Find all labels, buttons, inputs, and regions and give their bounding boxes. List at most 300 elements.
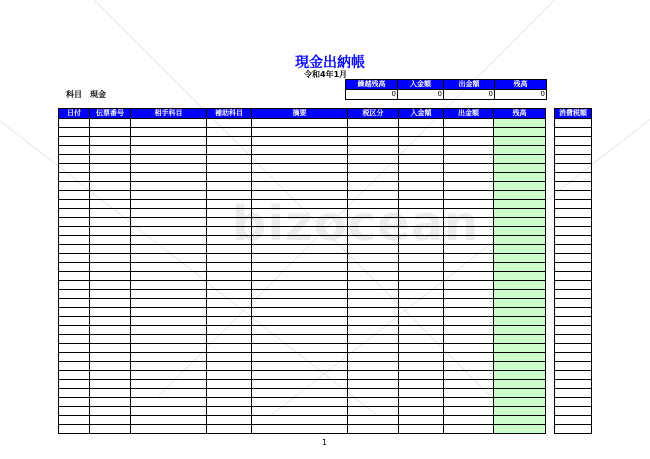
ledger-cell[interactable] <box>399 407 444 416</box>
ledger-cell[interactable] <box>252 155 348 164</box>
tax-cell[interactable] <box>555 281 592 290</box>
ledger-cell[interactable] <box>131 335 207 344</box>
ledger-cell[interactable] <box>399 362 444 371</box>
ledger-cell[interactable] <box>59 164 90 173</box>
ledger-cell[interactable] <box>207 398 252 407</box>
ledger-cell[interactable] <box>131 317 207 326</box>
ledger-cell[interactable] <box>444 164 494 173</box>
ledger-cell[interactable] <box>131 137 207 146</box>
ledger-cell[interactable] <box>399 236 444 245</box>
ledger-cell[interactable] <box>348 389 399 398</box>
ledger-cell[interactable] <box>252 236 348 245</box>
ledger-cell[interactable] <box>207 128 252 137</box>
ledger-cell[interactable] <box>59 128 90 137</box>
ledger-cell[interactable] <box>59 362 90 371</box>
ledger-cell[interactable] <box>252 362 348 371</box>
ledger-cell[interactable] <box>494 227 546 236</box>
ledger-cell[interactable] <box>59 317 90 326</box>
ledger-cell[interactable] <box>131 281 207 290</box>
ledger-cell[interactable] <box>207 407 252 416</box>
tax-cell[interactable] <box>555 362 592 371</box>
ledger-cell[interactable] <box>207 236 252 245</box>
ledger-cell[interactable] <box>494 398 546 407</box>
ledger-cell[interactable] <box>131 371 207 380</box>
ledger-cell[interactable] <box>131 209 207 218</box>
ledger-cell[interactable] <box>59 281 90 290</box>
ledger-cell[interactable] <box>494 209 546 218</box>
ledger-cell[interactable] <box>90 272 131 281</box>
ledger-cell[interactable] <box>444 317 494 326</box>
ledger-cell[interactable] <box>207 164 252 173</box>
ledger-cell[interactable] <box>494 353 546 362</box>
ledger-cell[interactable] <box>348 146 399 155</box>
ledger-cell[interactable] <box>444 245 494 254</box>
ledger-cell[interactable] <box>90 299 131 308</box>
ledger-cell[interactable] <box>252 200 348 209</box>
ledger-cell[interactable] <box>444 137 494 146</box>
ledger-cell[interactable] <box>494 362 546 371</box>
ledger-cell[interactable] <box>348 254 399 263</box>
ledger-cell[interactable] <box>444 398 494 407</box>
tax-cell[interactable] <box>555 191 592 200</box>
ledger-cell[interactable] <box>59 335 90 344</box>
ledger-cell[interactable] <box>252 272 348 281</box>
tax-cell[interactable] <box>555 272 592 281</box>
ledger-cell[interactable] <box>131 416 207 425</box>
ledger-cell[interactable] <box>90 344 131 353</box>
ledger-cell[interactable] <box>207 380 252 389</box>
ledger-cell[interactable] <box>131 200 207 209</box>
ledger-cell[interactable] <box>494 254 546 263</box>
ledger-cell[interactable] <box>131 425 207 434</box>
ledger-cell[interactable] <box>399 317 444 326</box>
ledger-cell[interactable] <box>348 281 399 290</box>
ledger-cell[interactable] <box>207 146 252 155</box>
ledger-cell[interactable] <box>252 173 348 182</box>
ledger-cell[interactable] <box>90 398 131 407</box>
ledger-cell[interactable] <box>131 407 207 416</box>
ledger-cell[interactable] <box>59 137 90 146</box>
ledger-cell[interactable] <box>444 191 494 200</box>
ledger-cell[interactable] <box>207 425 252 434</box>
ledger-cell[interactable] <box>399 254 444 263</box>
ledger-cell[interactable] <box>207 209 252 218</box>
ledger-cell[interactable] <box>444 290 494 299</box>
ledger-cell[interactable] <box>90 416 131 425</box>
ledger-cell[interactable] <box>90 290 131 299</box>
ledger-cell[interactable] <box>252 254 348 263</box>
ledger-cell[interactable] <box>494 164 546 173</box>
ledger-cell[interactable] <box>444 272 494 281</box>
ledger-cell[interactable] <box>59 299 90 308</box>
ledger-cell[interactable] <box>59 218 90 227</box>
ledger-cell[interactable] <box>90 254 131 263</box>
ledger-cell[interactable] <box>131 380 207 389</box>
ledger-cell[interactable] <box>444 182 494 191</box>
ledger-cell[interactable] <box>90 182 131 191</box>
ledger-cell[interactable] <box>444 173 494 182</box>
ledger-cell[interactable] <box>444 254 494 263</box>
tax-cell[interactable] <box>555 380 592 389</box>
ledger-cell[interactable] <box>444 425 494 434</box>
ledger-cell[interactable] <box>252 263 348 272</box>
ledger-cell[interactable] <box>348 335 399 344</box>
ledger-cell[interactable] <box>348 272 399 281</box>
ledger-cell[interactable] <box>399 344 444 353</box>
ledger-cell[interactable] <box>399 173 444 182</box>
ledger-cell[interactable] <box>252 218 348 227</box>
ledger-cell[interactable] <box>207 191 252 200</box>
tax-cell[interactable] <box>555 407 592 416</box>
ledger-cell[interactable] <box>399 137 444 146</box>
tax-cell[interactable] <box>555 164 592 173</box>
ledger-cell[interactable] <box>399 227 444 236</box>
ledger-cell[interactable] <box>90 200 131 209</box>
ledger-cell[interactable] <box>252 137 348 146</box>
ledger-cell[interactable] <box>131 245 207 254</box>
ledger-cell[interactable] <box>131 362 207 371</box>
ledger-cell[interactable] <box>348 173 399 182</box>
ledger-cell[interactable] <box>252 416 348 425</box>
ledger-cell[interactable] <box>252 344 348 353</box>
ledger-cell[interactable] <box>252 398 348 407</box>
tax-cell[interactable] <box>555 128 592 137</box>
tax-cell[interactable] <box>555 218 592 227</box>
ledger-cell[interactable] <box>131 173 207 182</box>
summary-value-carryover[interactable]: 0 <box>346 90 398 100</box>
ledger-cell[interactable] <box>494 272 546 281</box>
ledger-cell[interactable] <box>494 155 546 164</box>
ledger-cell[interactable] <box>494 281 546 290</box>
tax-cell[interactable] <box>555 182 592 191</box>
ledger-cell[interactable] <box>444 218 494 227</box>
ledger-cell[interactable] <box>59 344 90 353</box>
tax-cell[interactable] <box>555 227 592 236</box>
ledger-cell[interactable] <box>348 344 399 353</box>
ledger-cell[interactable] <box>59 146 90 155</box>
ledger-cell[interactable] <box>59 353 90 362</box>
ledger-cell[interactable] <box>207 326 252 335</box>
tax-cell[interactable] <box>555 263 592 272</box>
ledger-cell[interactable] <box>399 353 444 362</box>
ledger-cell[interactable] <box>399 200 444 209</box>
ledger-cell[interactable] <box>59 227 90 236</box>
tax-cell[interactable] <box>555 335 592 344</box>
ledger-cell[interactable] <box>444 308 494 317</box>
ledger-cell[interactable] <box>348 227 399 236</box>
ledger-cell[interactable] <box>444 227 494 236</box>
ledger-cell[interactable] <box>207 299 252 308</box>
ledger-cell[interactable] <box>59 371 90 380</box>
ledger-cell[interactable] <box>90 380 131 389</box>
ledger-cell[interactable] <box>131 191 207 200</box>
ledger-cell[interactable] <box>207 218 252 227</box>
tax-cell[interactable] <box>555 146 592 155</box>
ledger-cell[interactable] <box>494 263 546 272</box>
ledger-cell[interactable] <box>207 272 252 281</box>
ledger-cell[interactable] <box>399 218 444 227</box>
ledger-cell[interactable] <box>207 227 252 236</box>
ledger-cell[interactable] <box>444 335 494 344</box>
tax-cell[interactable] <box>555 254 592 263</box>
ledger-cell[interactable] <box>444 371 494 380</box>
ledger-cell[interactable] <box>444 326 494 335</box>
ledger-cell[interactable] <box>399 425 444 434</box>
ledger-cell[interactable] <box>252 281 348 290</box>
ledger-cell[interactable] <box>494 146 546 155</box>
tax-cell[interactable] <box>555 317 592 326</box>
ledger-cell[interactable] <box>131 389 207 398</box>
ledger-cell[interactable] <box>131 218 207 227</box>
ledger-cell[interactable] <box>252 146 348 155</box>
ledger-cell[interactable] <box>444 407 494 416</box>
ledger-cell[interactable] <box>399 335 444 344</box>
ledger-cell[interactable] <box>494 137 546 146</box>
ledger-cell[interactable] <box>252 380 348 389</box>
ledger-cell[interactable] <box>59 209 90 218</box>
ledger-cell[interactable] <box>494 236 546 245</box>
ledger-cell[interactable] <box>131 290 207 299</box>
tax-cell[interactable] <box>555 155 592 164</box>
ledger-cell[interactable] <box>90 362 131 371</box>
ledger-cell[interactable] <box>252 389 348 398</box>
ledger-cell[interactable] <box>90 137 131 146</box>
ledger-cell[interactable] <box>494 119 546 128</box>
ledger-cell[interactable] <box>252 209 348 218</box>
ledger-cell[interactable] <box>207 173 252 182</box>
tax-cell[interactable] <box>555 353 592 362</box>
ledger-cell[interactable] <box>348 299 399 308</box>
ledger-cell[interactable] <box>494 326 546 335</box>
ledger-cell[interactable] <box>399 380 444 389</box>
ledger-cell[interactable] <box>399 164 444 173</box>
ledger-cell[interactable] <box>59 326 90 335</box>
tax-cell[interactable] <box>555 371 592 380</box>
tax-cell[interactable] <box>555 326 592 335</box>
ledger-cell[interactable] <box>348 416 399 425</box>
ledger-cell[interactable] <box>494 308 546 317</box>
ledger-cell[interactable] <box>59 389 90 398</box>
ledger-cell[interactable] <box>399 272 444 281</box>
ledger-cell[interactable] <box>494 371 546 380</box>
ledger-cell[interactable] <box>494 128 546 137</box>
ledger-cell[interactable] <box>252 191 348 200</box>
ledger-cell[interactable] <box>207 290 252 299</box>
tax-cell[interactable] <box>555 308 592 317</box>
ledger-cell[interactable] <box>444 344 494 353</box>
ledger-cell[interactable] <box>59 398 90 407</box>
ledger-cell[interactable] <box>252 128 348 137</box>
ledger-cell[interactable] <box>90 335 131 344</box>
ledger-cell[interactable] <box>59 236 90 245</box>
ledger-cell[interactable] <box>348 290 399 299</box>
tax-cell[interactable] <box>555 245 592 254</box>
ledger-cell[interactable] <box>399 128 444 137</box>
ledger-cell[interactable] <box>348 200 399 209</box>
ledger-cell[interactable] <box>131 254 207 263</box>
ledger-cell[interactable] <box>252 353 348 362</box>
tax-cell[interactable] <box>555 398 592 407</box>
ledger-cell[interactable] <box>90 407 131 416</box>
ledger-cell[interactable] <box>90 236 131 245</box>
ledger-cell[interactable] <box>444 389 494 398</box>
ledger-cell[interactable] <box>348 236 399 245</box>
ledger-cell[interactable] <box>444 128 494 137</box>
ledger-cell[interactable] <box>90 146 131 155</box>
ledger-cell[interactable] <box>399 308 444 317</box>
ledger-cell[interactable] <box>131 164 207 173</box>
ledger-cell[interactable] <box>252 407 348 416</box>
ledger-cell[interactable] <box>348 308 399 317</box>
ledger-cell[interactable] <box>90 227 131 236</box>
ledger-cell[interactable] <box>59 380 90 389</box>
ledger-cell[interactable] <box>252 227 348 236</box>
ledger-cell[interactable] <box>131 326 207 335</box>
ledger-cell[interactable] <box>59 182 90 191</box>
ledger-cell[interactable] <box>207 353 252 362</box>
ledger-cell[interactable] <box>207 263 252 272</box>
ledger-cell[interactable] <box>131 227 207 236</box>
ledger-cell[interactable] <box>252 335 348 344</box>
ledger-cell[interactable] <box>348 362 399 371</box>
ledger-cell[interactable] <box>90 425 131 434</box>
ledger-cell[interactable] <box>444 416 494 425</box>
tax-cell[interactable] <box>555 200 592 209</box>
ledger-cell[interactable] <box>444 299 494 308</box>
ledger-cell[interactable] <box>90 245 131 254</box>
ledger-cell[interactable] <box>207 245 252 254</box>
ledger-cell[interactable] <box>131 353 207 362</box>
ledger-cell[interactable] <box>59 191 90 200</box>
tax-cell[interactable] <box>555 137 592 146</box>
ledger-cell[interactable] <box>90 119 131 128</box>
ledger-cell[interactable] <box>59 290 90 299</box>
ledger-cell[interactable] <box>399 290 444 299</box>
ledger-cell[interactable] <box>494 182 546 191</box>
ledger-cell[interactable] <box>444 155 494 164</box>
ledger-cell[interactable] <box>207 182 252 191</box>
ledger-cell[interactable] <box>59 200 90 209</box>
ledger-cell[interactable] <box>348 380 399 389</box>
ledger-cell[interactable] <box>207 335 252 344</box>
ledger-cell[interactable] <box>348 398 399 407</box>
ledger-cell[interactable] <box>90 218 131 227</box>
ledger-cell[interactable] <box>90 164 131 173</box>
summary-value-balance[interactable]: 0 <box>495 90 547 100</box>
ledger-cell[interactable] <box>207 371 252 380</box>
ledger-cell[interactable] <box>207 254 252 263</box>
ledger-cell[interactable] <box>252 299 348 308</box>
ledger-cell[interactable] <box>207 155 252 164</box>
summary-value-deposit[interactable]: 0 <box>398 90 444 100</box>
tax-cell[interactable] <box>555 389 592 398</box>
ledger-cell[interactable] <box>399 299 444 308</box>
ledger-cell[interactable] <box>59 308 90 317</box>
ledger-cell[interactable] <box>131 398 207 407</box>
ledger-cell[interactable] <box>494 299 546 308</box>
ledger-cell[interactable] <box>399 182 444 191</box>
ledger-cell[interactable] <box>399 389 444 398</box>
ledger-cell[interactable] <box>90 155 131 164</box>
tax-cell[interactable] <box>555 425 592 434</box>
ledger-cell[interactable] <box>131 263 207 272</box>
ledger-cell[interactable] <box>90 281 131 290</box>
ledger-cell[interactable] <box>494 200 546 209</box>
ledger-cell[interactable] <box>399 398 444 407</box>
tax-cell[interactable] <box>555 416 592 425</box>
ledger-cell[interactable] <box>252 371 348 380</box>
ledger-cell[interactable] <box>399 371 444 380</box>
ledger-cell[interactable] <box>207 281 252 290</box>
ledger-cell[interactable] <box>348 371 399 380</box>
ledger-cell[interactable] <box>348 425 399 434</box>
ledger-cell[interactable] <box>207 362 252 371</box>
ledger-cell[interactable] <box>348 218 399 227</box>
ledger-cell[interactable] <box>131 299 207 308</box>
ledger-cell[interactable] <box>494 245 546 254</box>
ledger-cell[interactable] <box>90 317 131 326</box>
ledger-cell[interactable] <box>207 119 252 128</box>
ledger-cell[interactable] <box>444 236 494 245</box>
ledger-cell[interactable] <box>494 173 546 182</box>
ledger-cell[interactable] <box>494 407 546 416</box>
tax-cell[interactable] <box>555 119 592 128</box>
ledger-cell[interactable] <box>90 371 131 380</box>
ledger-cell[interactable] <box>444 353 494 362</box>
ledger-cell[interactable] <box>252 308 348 317</box>
ledger-cell[interactable] <box>252 290 348 299</box>
ledger-cell[interactable] <box>90 173 131 182</box>
ledger-cell[interactable] <box>252 326 348 335</box>
ledger-cell[interactable] <box>90 263 131 272</box>
ledger-cell[interactable] <box>90 353 131 362</box>
ledger-cell[interactable] <box>59 272 90 281</box>
ledger-cell[interactable] <box>131 128 207 137</box>
ledger-cell[interactable] <box>252 182 348 191</box>
ledger-cell[interactable] <box>131 146 207 155</box>
ledger-cell[interactable] <box>399 119 444 128</box>
ledger-cell[interactable] <box>90 389 131 398</box>
ledger-cell[interactable] <box>444 119 494 128</box>
ledger-cell[interactable] <box>252 317 348 326</box>
ledger-cell[interactable] <box>131 236 207 245</box>
ledger-cell[interactable] <box>348 245 399 254</box>
ledger-cell[interactable] <box>494 290 546 299</box>
ledger-cell[interactable] <box>252 245 348 254</box>
ledger-cell[interactable] <box>444 362 494 371</box>
ledger-cell[interactable] <box>444 263 494 272</box>
ledger-cell[interactable] <box>444 380 494 389</box>
tax-cell[interactable] <box>555 344 592 353</box>
ledger-cell[interactable] <box>399 245 444 254</box>
ledger-cell[interactable] <box>348 128 399 137</box>
ledger-cell[interactable] <box>494 416 546 425</box>
ledger-cell[interactable] <box>90 191 131 200</box>
ledger-cell[interactable] <box>59 245 90 254</box>
ledger-cell[interactable] <box>348 326 399 335</box>
ledger-cell[interactable] <box>348 155 399 164</box>
tax-cell[interactable] <box>555 236 592 245</box>
tax-cell[interactable] <box>555 173 592 182</box>
ledger-cell[interactable] <box>494 380 546 389</box>
ledger-cell[interactable] <box>399 263 444 272</box>
ledger-cell[interactable] <box>90 326 131 335</box>
ledger-cell[interactable] <box>494 335 546 344</box>
ledger-cell[interactable] <box>494 389 546 398</box>
ledger-cell[interactable] <box>131 155 207 164</box>
ledger-cell[interactable] <box>131 182 207 191</box>
ledger-cell[interactable] <box>207 308 252 317</box>
